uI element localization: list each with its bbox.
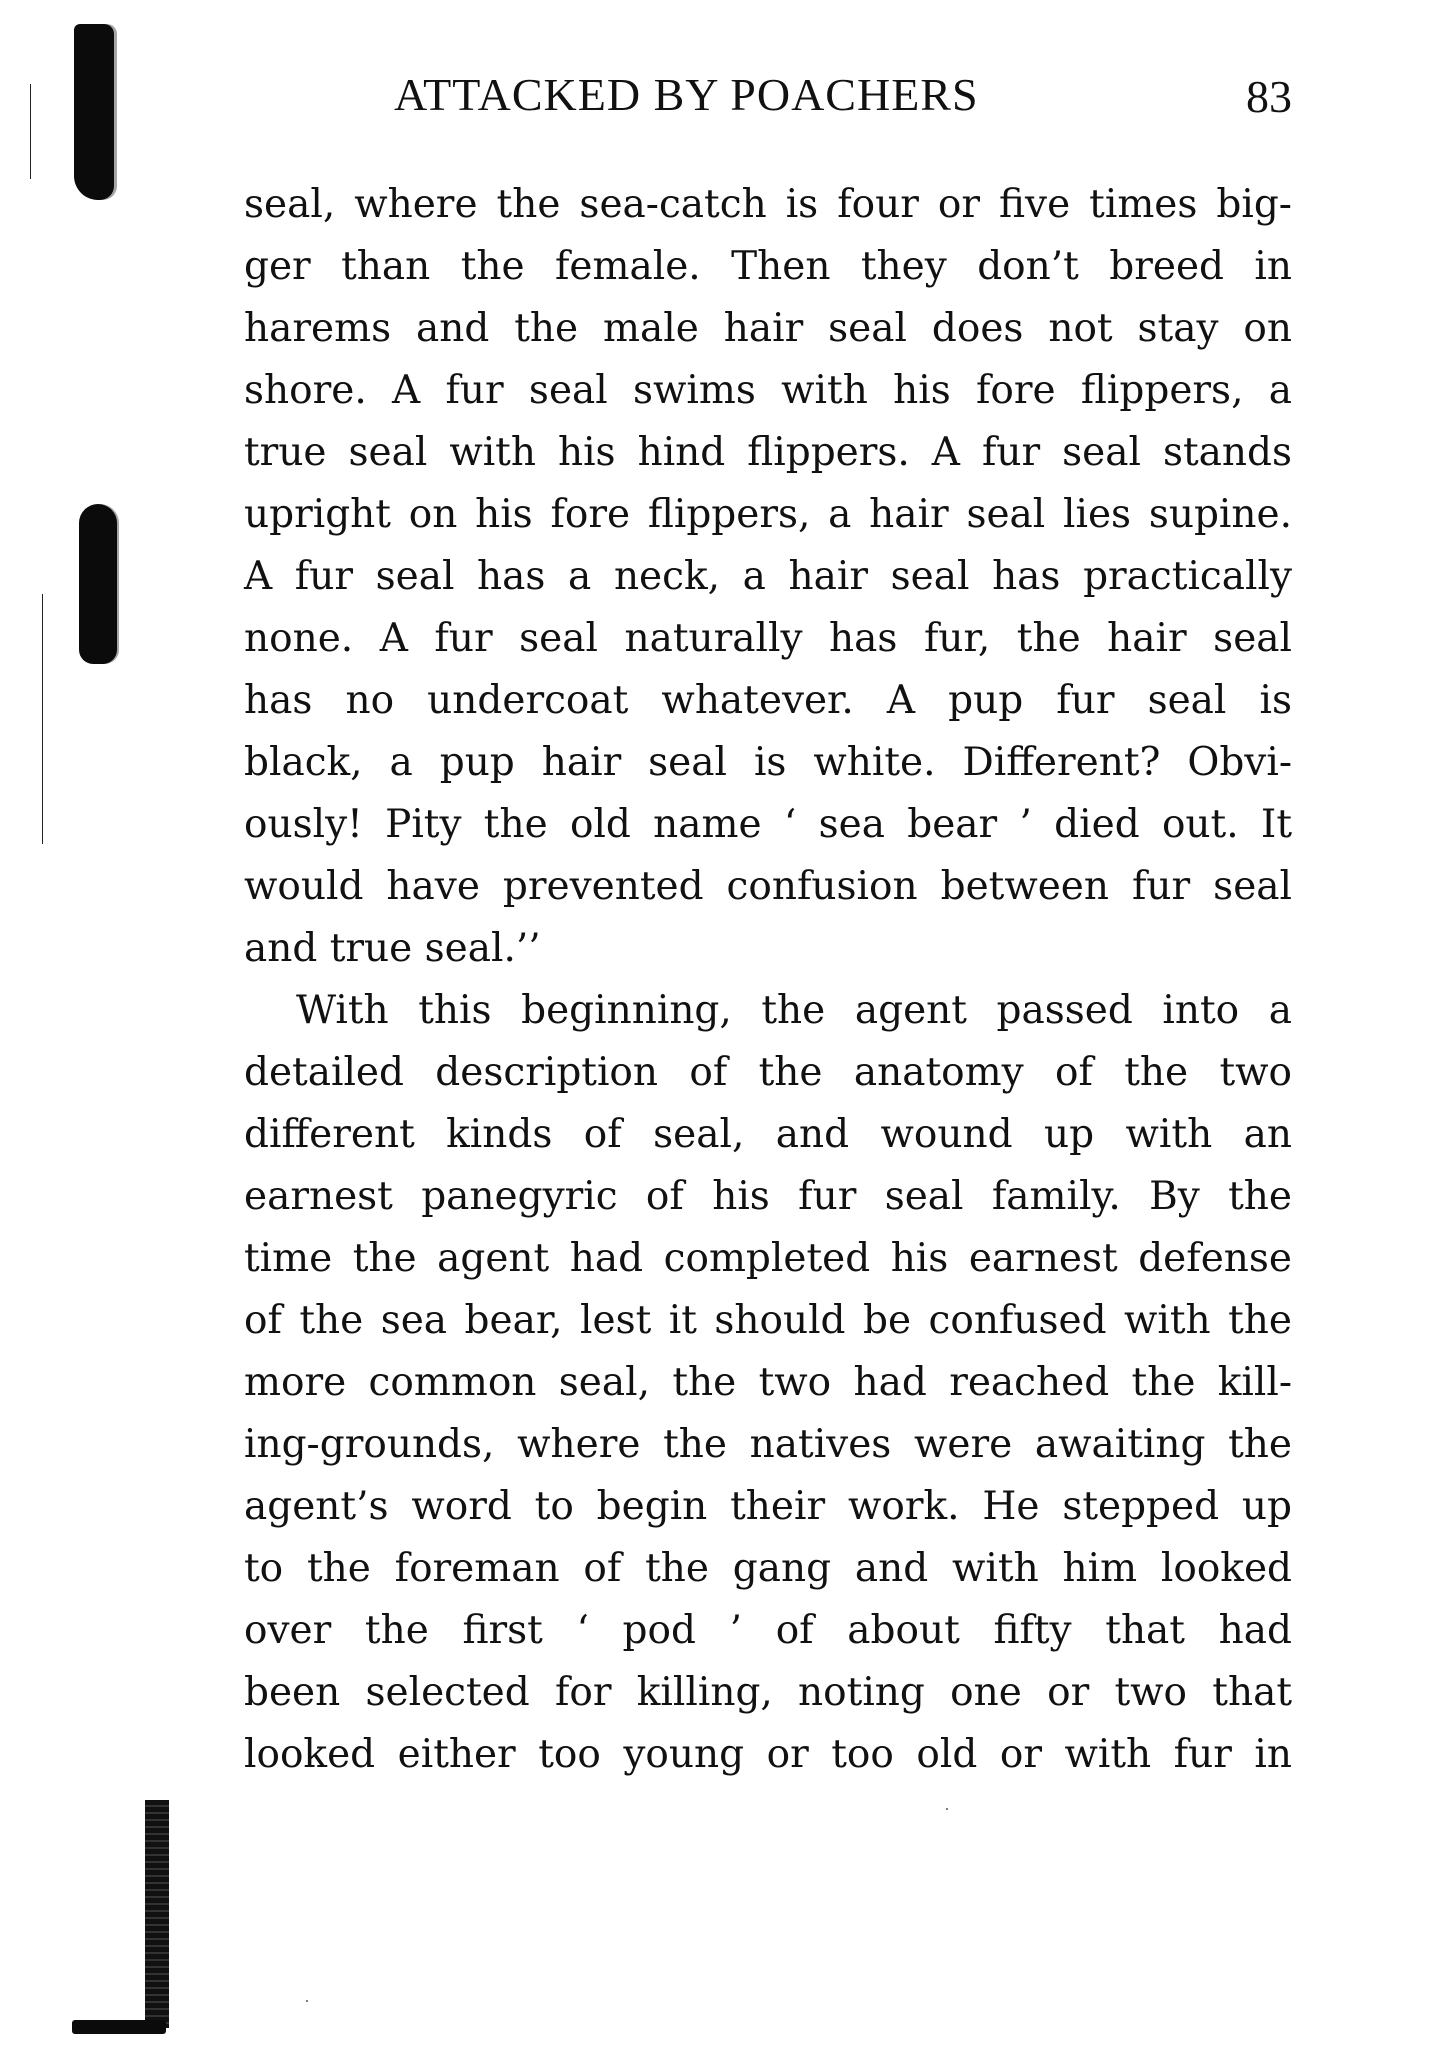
text-line: would have prevented confusion between fur seal: [244, 864, 1292, 909]
scan-spine-foot: [72, 2020, 166, 2034]
scan-speck: [306, 2000, 308, 2002]
text-line: of the sea bear, lest it should be confused with the: [244, 1298, 1292, 1343]
paragraph-first-line: With this beginning, the agent passed into a: [296, 988, 1292, 1033]
running-head: ATTACKED BY POACHERS: [394, 69, 979, 120]
scan-spine-mark: [145, 1800, 169, 2028]
text-line: different kinds of seal, and wound up with an: [244, 1112, 1292, 1157]
text-line: time the agent had completed his earnest defense: [244, 1236, 1292, 1281]
text-line: has no undercoat whatever. A pup fur seal is: [244, 678, 1292, 723]
text-line: shore. A fur seal swims with his fore flippers, a: [244, 368, 1292, 413]
text-line: seal, where the sea-catch is four or five times big-: [244, 182, 1292, 227]
text-line: to the foreman of the gang and with him looked: [244, 1546, 1292, 1591]
paragraph-end-line: and true seal.’’: [244, 926, 541, 971]
text-line: none. A fur seal naturally has fur, the hair seal: [244, 616, 1292, 661]
text-line: ing-grounds, where the natives were awaiting the: [244, 1422, 1292, 1467]
body-text: [244, 174, 1292, 1786]
scan-margin-line-top: [30, 84, 31, 179]
page-number: 83: [1246, 71, 1292, 122]
text-line: ger than the female. Then they don’t breed in: [244, 244, 1292, 289]
text-line: looked either too young or too old or with fur in: [244, 1732, 1292, 1777]
text-line: over the first ‘ pod ’ of about fifty that had: [244, 1608, 1292, 1653]
scan-ink-blot-middle: [79, 504, 117, 664]
scan-speck: [946, 1808, 948, 1810]
text-line: black, a pup hair seal is white. Different? Obvi-: [244, 740, 1292, 785]
page-header: [244, 69, 1292, 132]
text-line: agent’s word to begin their work. He stepped up: [244, 1484, 1292, 1529]
text-line: earnest panegyric of his fur seal family. By the: [244, 1174, 1292, 1219]
text-line: detailed description of the anatomy of the two: [244, 1050, 1292, 1095]
text-line: been selected for killing, noting one or two that: [244, 1670, 1292, 1715]
text-line: true seal with his hind flippers. A fur seal stands: [244, 430, 1292, 475]
scan-ink-blot-top: [74, 24, 114, 200]
text-line: A fur seal has a neck, a hair seal has practically: [244, 554, 1292, 599]
text-line: upright on his fore flippers, a hair seal lies supine.: [244, 492, 1292, 537]
scan-margin-line-middle: [42, 594, 43, 844]
page-content: [244, 69, 1292, 1777]
text-line: ously! Pity the old name ‘ sea bear ’ died out. It: [244, 802, 1292, 847]
text-line: more common seal, the two had reached the kill-: [244, 1360, 1292, 1405]
text-line: harems and the male hair seal does not stay on: [244, 306, 1292, 351]
